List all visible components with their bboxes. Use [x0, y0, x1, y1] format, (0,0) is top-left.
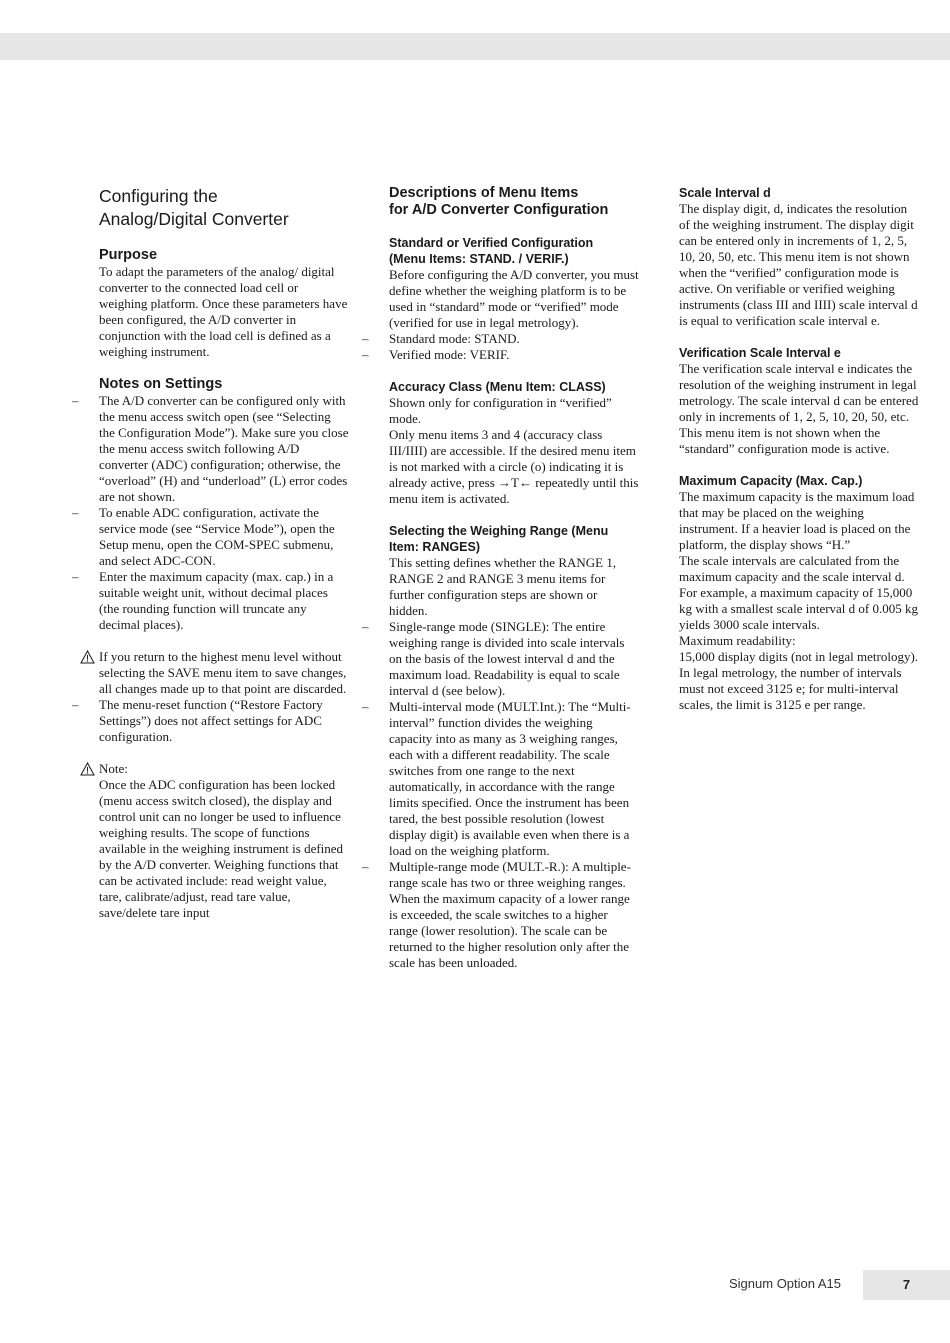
- range-list: [389, 619, 639, 971]
- purpose-heading: Purpose: [99, 247, 158, 263]
- std-list: [389, 331, 639, 363]
- list-item: – To enable ADC configuration, activate the service mode (see “Service Mode”), open the Setup menu, open the COM-SPEC submenu, and select ADC-CON.: [99, 505, 349, 569]
- max-text5: In legal metrology, the number of intervals must not exceed 3125 e; for multi-interval scales, the limit is 3125 e per range.: [679, 665, 902, 712]
- reset-list: [99, 697, 349, 745]
- range-heading-line2: Item: RANGES): [389, 540, 480, 554]
- section-title-line2: Analog/Digital Converter: [99, 209, 289, 229]
- std-heading-line2: (Menu Items: STAND. / VERIF.): [389, 252, 569, 266]
- std-heading-line1: Standard or Verified Configuration: [389, 236, 594, 250]
- footer-title: Signum Option A15: [729, 1276, 842, 1291]
- column-middle: [389, 185, 639, 971]
- list-item: – Standard mode: STAND.: [389, 331, 639, 347]
- max-text2: The scale intervals are calculated from the maximum capacity and the scale interval d. For example, a maximum capacity of 15,000 kg with a smallest scale interval d of 0.005 kg yields 3000 scale intervals.: [679, 553, 919, 632]
- class-heading: Accuracy Class (Menu Item: CLASS): [389, 380, 606, 394]
- list-item: – Single-range mode (SINGLE): The entire weighing range is divided into scale intervals on the basis of the lowest interval d and the maximum load. Readability is equal to scale interval d (see below).: [389, 619, 639, 699]
- note-label: Note:: [99, 761, 128, 776]
- list-item: – The menu-reset function (“Restore Factory Settings”) does not affect settings for ADC configuration.: [99, 697, 349, 745]
- list-item: – Enter the maximum capacity (max. cap.) in a suitable weight unit, without decimal places (the rounding function will truncate any decimal places).: [99, 569, 349, 633]
- menu-items-title-line1: Descriptions of Menu Items: [389, 185, 579, 201]
- max-text3: Maximum readability:: [679, 633, 796, 648]
- header-band: [0, 33, 950, 60]
- max-text1: The maximum capacity is the maximum load that may be placed on the weighing instrument. If a heavier load is placed on the platform, the display shows “H.”: [679, 489, 915, 552]
- scale-heading: Scale Interval d: [679, 186, 771, 200]
- verif-heading: Verification Scale Interval e: [679, 346, 841, 360]
- section-title: [99, 185, 349, 231]
- list-item: – Multi-interval mode (MULT.Int.): The “Multi-interval” function divides the weighing capacity into as many as 3 weighing ranges, each with a different readability. The scale switches from one range to the next automatically, in accordance with the range limits specified. Once the instrument has been tared, the best possible resolution (lowest display digit) is available even when there is a load on the weighing platform.: [389, 699, 639, 859]
- range-heading-line1: Selecting the Weighing Range (Menu: [389, 524, 609, 538]
- warning-text: If you return to the highest menu level without selecting the SAVE menu item to save changes, all changes made up to that point are discarded.: [99, 649, 347, 696]
- section-title-line1: Configuring the: [99, 186, 218, 206]
- note-block: [99, 761, 349, 777]
- column-left: [99, 185, 349, 921]
- list-item: – Verified mode: VERIF.: [389, 347, 639, 363]
- warning-icon: [80, 762, 95, 776]
- range-heading: [389, 523, 639, 555]
- verif-text2: This menu item is not shown when the “standard” configuration mode is active.: [679, 425, 890, 456]
- std-heading: [389, 235, 639, 267]
- class-text1: Shown only for configuration in “verified” mode.: [389, 395, 612, 426]
- scale-text: The display digit, d, indicates the resolution of the weighing instrument. The display digit can be entered only in increments of 1, 2, 5, 10, 20, 50, etc. This menu item is not shown when the “verified” configuration mode is active. On verifiable or verified weighing instruments (class III and IIII) scale interval d is equal to verification scale interval e.: [679, 201, 918, 328]
- max-text4: 15,000 display digits (not in legal metrology).: [679, 649, 919, 664]
- list-item: – Multiple-range mode (MULT.-R.): A multiple-range scale has two or three weighing ranges. When the maximum capacity of a lower range is exceeded, the scale switches to a higher range (lower resolution). The scale can be returned to the higher resolution only after the scale has been unloaded.: [389, 859, 639, 971]
- warning-icon: [80, 650, 95, 664]
- list-item: – The A/D converter can be configured only with the menu access switch open (see “Selecting the Configuration Mode”). Make sure you close the menu access switch following A/D converter (ADC) configuration; otherwise, the “overload” (H) and “underload” (L) error codes are not shown.: [99, 393, 349, 505]
- purpose-text: To adapt the parameters of the analog/ digital converter to the connected load cell or weighing platform. Once these parameters have been configured, the A/D converter in conjunction with the load cell is defined as a weighing instrument.: [99, 264, 348, 359]
- notes-heading: Notes on Settings: [99, 376, 223, 392]
- range-text: This setting defines whether the RANGE 1, RANGE 2 and RANGE 3 menu items for further configuration steps are shown or hidden.: [389, 555, 617, 618]
- std-text: Before configuring the A/D converter, you must define whether the weighing platform is to be used in “standard” mode or “verified” mode (verified for use in legal metrology).: [389, 267, 639, 330]
- notes-list: [99, 393, 349, 633]
- menu-items-title-line2: for A/D Converter Configuration: [389, 202, 609, 218]
- note-text: Once the ADC configuration has been locked (menu access switch closed), the display and control unit can no longer be used to influence weighing results. The scope of functions available in the weighing instrument is defined by the A/D converter. Weighing functions that can be activated include: read weight value, tare, calibrate/adjust, read tare value, save/delete tare input: [99, 777, 344, 920]
- class-text2: Only menu items 3 and 4 (accuracy class III/IIII) are accessible. If the desired menu item is not marked with a circle (o) indicating it is already active, press →T← repeatedly until this menu item is activated.: [389, 427, 639, 506]
- warning-block: [99, 649, 349, 697]
- menu-items-title: [389, 185, 639, 219]
- page-number: 7: [863, 1270, 950, 1300]
- verif-text1: The verification scale interval e indicates the resolution of the weighing instrument in legal metrology. The scale interval d can be entered only in increments of 1, 2, 5, 10, 20, 50, etc.: [679, 361, 919, 424]
- max-heading: Maximum Capacity (Max. Cap.): [679, 474, 863, 488]
- column-right: [679, 185, 919, 713]
